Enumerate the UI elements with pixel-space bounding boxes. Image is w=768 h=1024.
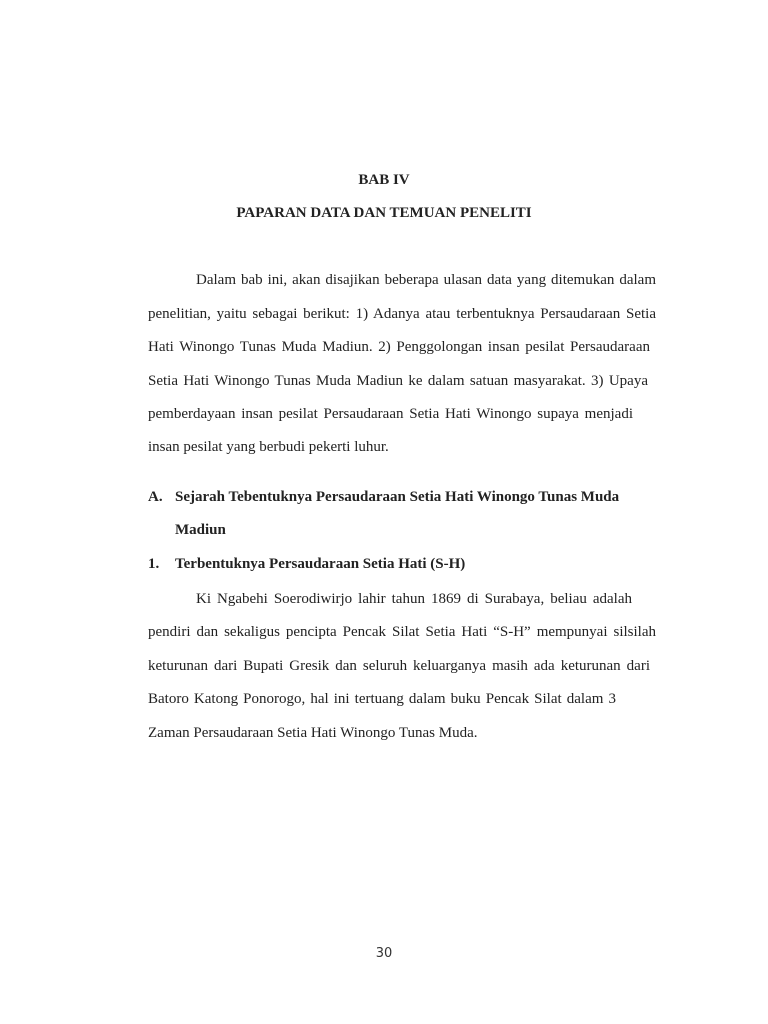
paragraph-line: Ki Ngabehi Soerodiwirjo lahir tahun 1869 di Surabaya, beliau adalah [196,591,632,607]
paragraph-line: pemberdayaan insan pesilat Persaudaraan Setia Hati Winongo supaya menjadi [148,406,633,422]
chapter-heading: BAB IV [358,172,410,188]
subsection-heading: Terbentuknya Persaudaraan Setia Hati (S-H) [175,556,466,572]
paragraph-line: pendiri dan sekaligus pencipta Pencak Silat Setia Hati “S-H” mempunyai silsilah [148,624,656,640]
section-marker: A. [148,489,163,505]
paragraph-line: Setia Hati Winongo Tunas Muda Madiun ke dalam satuan masyarakat. 3) Upaya [148,373,648,389]
paragraph-line: penelitian, yaitu sebagai berikut: 1) Adanya atau terbentuknya Persaudaraan Setia [148,306,656,322]
paragraph-line: Dalam bab ini, akan disajikan beberapa ulasan data yang ditemukan dalam [196,272,656,288]
paragraph-line: Batoro Katong Ponorogo, hal ini tertuang dalam buku Pencak Silat dalam 3 [148,691,616,707]
paragraph-line: Zaman Persaudaraan Setia Hati Winongo Tunas Muda. [148,725,478,741]
page-number: 30 [375,946,393,961]
section-heading-cont: Madiun [175,522,226,538]
paragraph-line: insan pesilat yang berbudi pekerti luhur. [148,439,389,455]
subsection-marker: 1. [148,556,160,572]
paragraph-line: Hati Winongo Tunas Muda Madiun. 2) Penggolongan insan pesilat Persaudaraan [148,339,650,355]
section-heading: Sejarah Tebentuknya Persaudaraan Setia Hati Winongo Tunas Muda [175,489,620,505]
paragraph-line: keturunan dari Bupati Gresik dan seluruh keluarganya masih ada keturunan dari [148,658,650,674]
chapter-title: PAPARAN DATA DAN TEMUAN PENELITI [236,205,532,221]
